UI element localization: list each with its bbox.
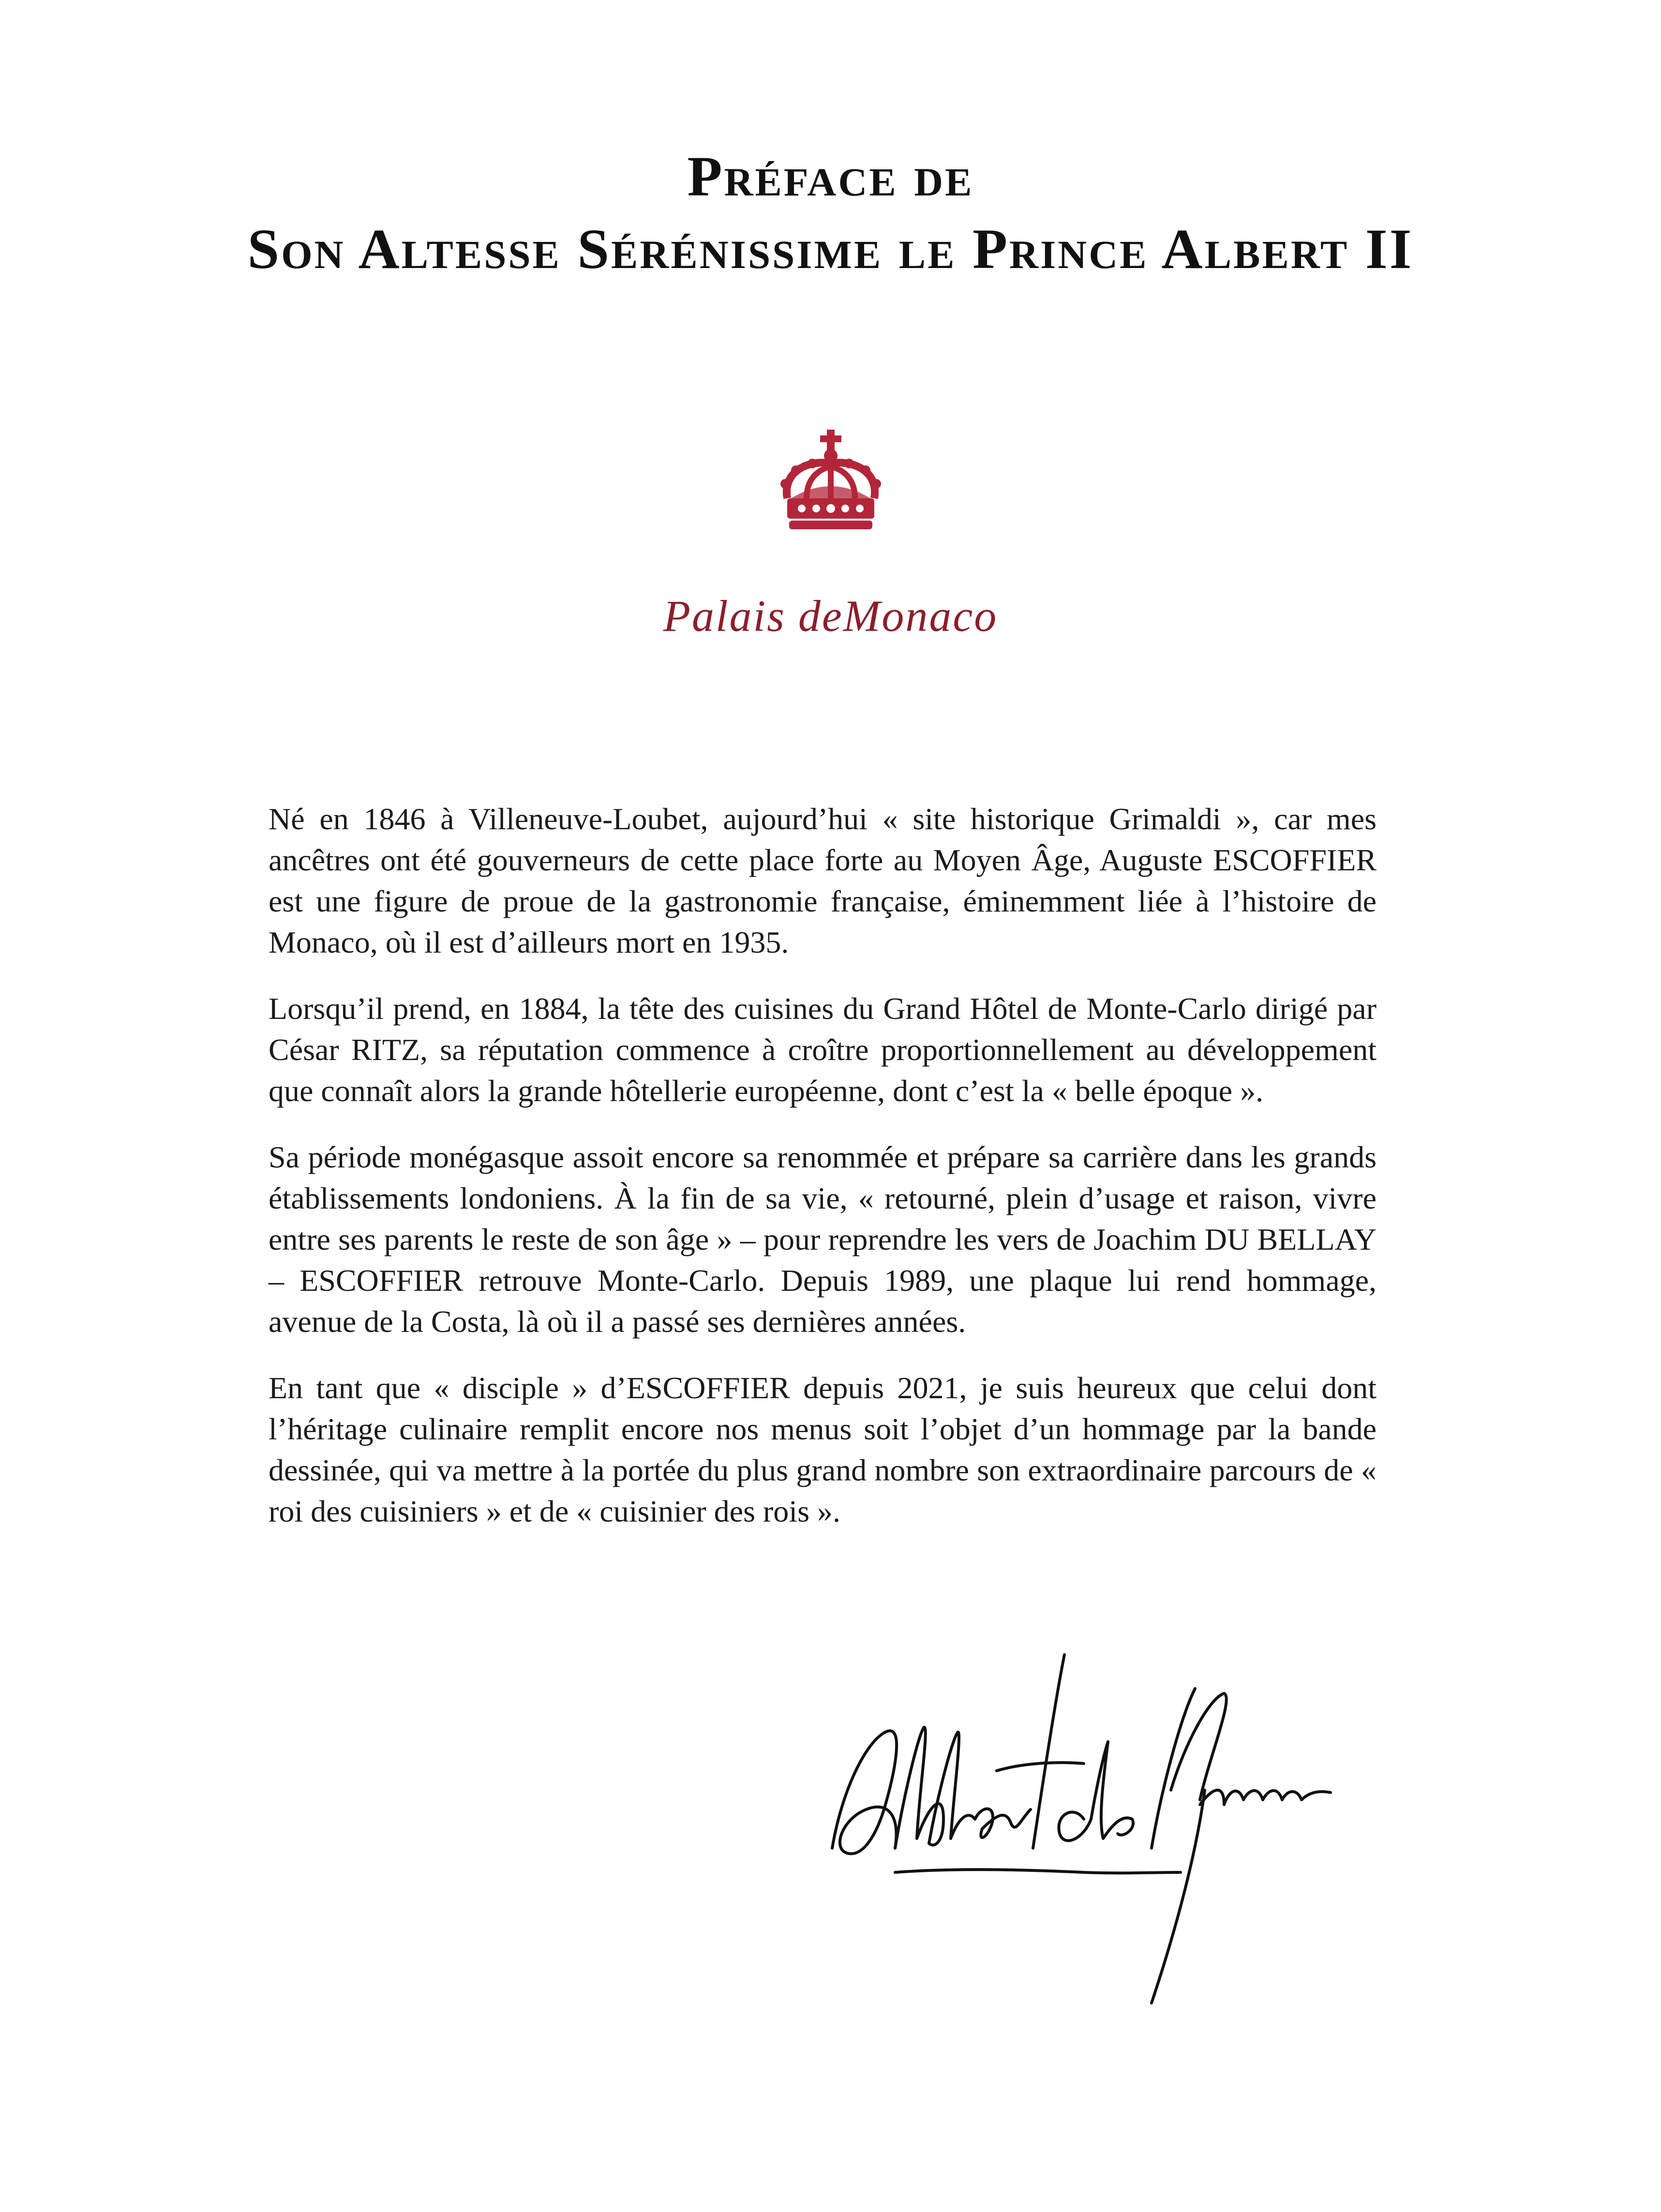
crown-icon xyxy=(768,426,894,552)
palace-logo xyxy=(653,426,1008,642)
paragraph: Lorsqu’il prend, en 1884, la tête des cuisines du Grand Hôtel de Monte-Carlo dirigé par César RITZ, sa réputation commence à croître proportionnellement au développement que connaît alors la grande hôtellerie européenne, dont c’est la « belle époque ». xyxy=(269,991,1377,1108)
paragraph: Sa période monégasque assoit encore sa renommée et prépare sa carrière dans les grands établissements londoniens. À la fin de sa vie, « retourné, plein d’usage et raison, vivre entre ses parents le reste de son âge » – pour reprendre les vers de Joachim DU BELLAY – ESCOFFIER retrouve Monte-Carlo. Depuis 1989, une plaque lui rend hommage, avenue de la Costa, là où il a passé ses dernières années. xyxy=(269,1140,1377,1339)
title-line-1: Préface de xyxy=(687,145,974,208)
paragraph: Né en 1846 à Villeneuve-Loubet, aujourd’hui « site historique Grimaldi », car mes ancêtres ont été gouverneurs de cette place forte au Moyen Âge, Auguste ESCOFFIER est une figure de proue de la gastronomie française, éminemment liée à l’histoire de Monaco, où il est d’ailleurs mort en 1935. xyxy=(269,802,1377,959)
palace-logo-text: Palais deMonaco xyxy=(663,591,998,641)
preface-body xyxy=(269,798,1377,1557)
paragraph: En tant que « disciple » d’ESCOFFIER depuis 2021, je suis heureux que celui dont l’héritage culinaire remplit encore nos menus soit l’objet d’un hommage par la bande dessinée, qui va mettre à la portée du plus grand nombre son extraordinaire parcours de « roi des cuisiniers » et de « cuisinier des rois ». xyxy=(269,1371,1377,1528)
page-title xyxy=(0,140,1661,285)
signature-icon xyxy=(813,1645,1345,2013)
title-line-2: Son Altesse Sérénissime le Prince Albert II xyxy=(247,217,1414,281)
